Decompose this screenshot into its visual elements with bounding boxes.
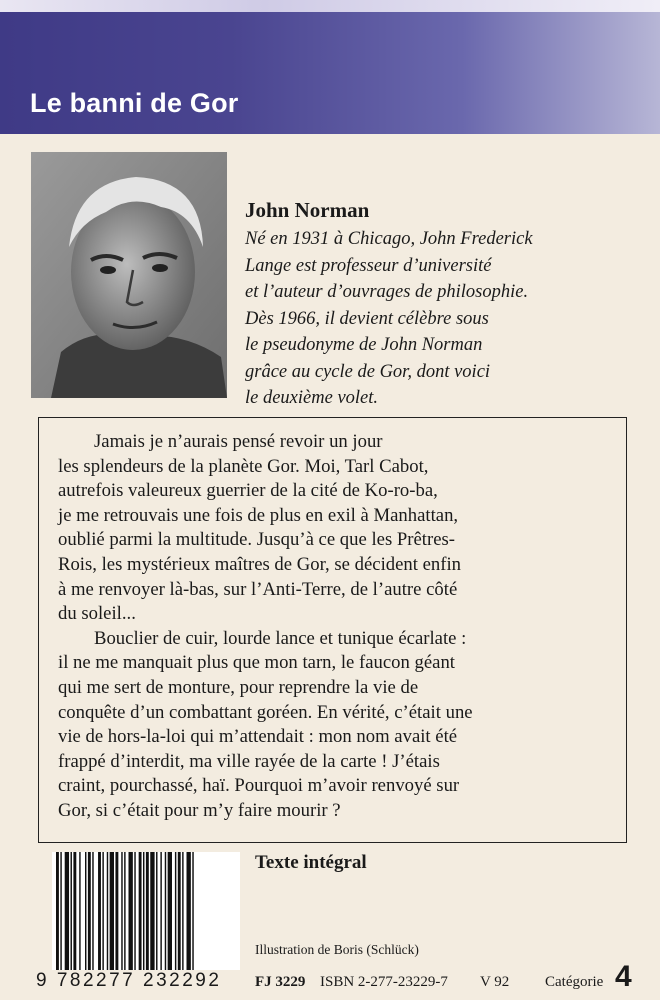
category-label: Catégorie	[545, 974, 604, 990]
author-portrait	[31, 152, 227, 398]
barcode-bar	[160, 852, 161, 970]
barcode	[52, 852, 240, 970]
book-title: Le banni de Gor	[30, 88, 239, 118]
illustration-credit: Illustration de Boris (Schlück)	[255, 942, 419, 957]
bio-line: Dès 1966, il devient célèbre sous	[245, 308, 489, 329]
fj-code: FJ 3229	[255, 974, 306, 990]
barcode-bar	[165, 852, 166, 970]
author-bio	[245, 226, 645, 412]
synopsis-line: du soleil...	[58, 603, 136, 625]
barcode-bar	[65, 852, 69, 970]
synopsis-line: conquête d’un combattant goréen. En vérité, c’était une	[58, 701, 473, 723]
torn-top-edge	[0, 0, 660, 12]
barcode-bar	[73, 852, 76, 970]
version-code: V 92	[480, 974, 510, 990]
barcode-bar	[110, 852, 114, 970]
synopsis-line: Jamais je n’aurais pensé revoir un jour	[94, 431, 383, 452]
barcode-bar	[150, 852, 154, 970]
barcode-bar	[134, 852, 135, 970]
synopsis-line: je me retrouvais une fois de plus en exil à Manhattan,	[58, 504, 459, 526]
synopsis-line: frappé d’interdit, ma ville rayée de la carte ! J’étais	[58, 750, 440, 772]
synopsis-line: Bouclier de cuir, lourde lance et tunique écarlate :	[94, 627, 467, 649]
barcode-bar	[56, 852, 59, 970]
barcode-bar	[79, 852, 80, 970]
barcode-bar	[115, 852, 118, 970]
synopsis-line: Gor, si c’était pour m’y faire mourir ?	[58, 799, 341, 821]
synopsis-text	[58, 430, 618, 824]
synopsis-line: vie de hors-la-loi qui m’attendait : mon nom avait été	[58, 726, 458, 748]
barcode-bar	[92, 852, 93, 970]
barcode-bar	[187, 852, 191, 970]
synopsis-line: qui me sert de monture, pour reprendre la vie de	[58, 676, 419, 698]
synopsis-line: les splendeurs de la planète Gor. Moi, Tarl Cabot,	[58, 455, 429, 477]
barcode-digits: 9 782277 232292	[36, 970, 222, 991]
barcode-bar	[85, 852, 86, 970]
bio-line: le pseudonyme de John Norman	[245, 335, 483, 355]
barcode-bar	[168, 852, 172, 970]
barcode-bar	[178, 852, 181, 970]
synopsis-line: Rois, les mystérieux maîtres de Gor, se décident enfin	[58, 553, 462, 575]
barcode-bar	[121, 852, 122, 970]
isbn: ISBN 2-277-23229-7	[320, 974, 448, 990]
synopsis-line: oublié parmi la multitude. Jusqu’à ce que les Prêtres-	[58, 529, 455, 551]
barcode-bar	[139, 852, 142, 970]
synopsis-line: autrefois valeureux guerrier de la cité de Ko-ro-ba,	[58, 480, 438, 502]
barcode-bar	[102, 852, 103, 970]
edition-label: Texte intégral	[255, 852, 367, 873]
bio-line: Né en 1931 à Chicago, John Frederick	[245, 229, 533, 249]
synopsis-line: craint, pourchassé, haï. Pourquoi m’avoir renvoyé sur	[58, 775, 460, 797]
category-number: 4	[615, 960, 632, 993]
bio-line: et l’auteur d’ouvrages de philosophie.	[245, 282, 529, 302]
barcode-bar	[71, 852, 72, 970]
barcode-bar	[156, 852, 157, 970]
author-name: John Norman	[245, 198, 370, 222]
barcode-bar	[124, 852, 125, 970]
synopsis-line: il ne me manquait plus que mon tarn, le faucon géant	[58, 652, 455, 674]
barcode-bar	[88, 852, 91, 970]
barcode-bar	[182, 852, 183, 970]
barcode-bar	[107, 852, 108, 970]
barcode-bar	[175, 852, 176, 970]
barcode-bar	[146, 852, 149, 970]
bio-line: grâce au cycle de Gor, dont voici	[245, 361, 491, 382]
bio-line: le deuxième volet.	[245, 388, 379, 408]
barcode-bar	[143, 852, 144, 970]
barcode-bar	[192, 852, 193, 970]
bio-line: Lange est professeur d’université	[245, 255, 492, 276]
barcode-bar	[98, 852, 101, 970]
barcode-bar	[60, 852, 61, 970]
barcode-bar	[129, 852, 133, 970]
synopsis-line: à me renvoyer là-bas, sur l’Anti-Terre, de l’autre côté	[58, 578, 458, 600]
